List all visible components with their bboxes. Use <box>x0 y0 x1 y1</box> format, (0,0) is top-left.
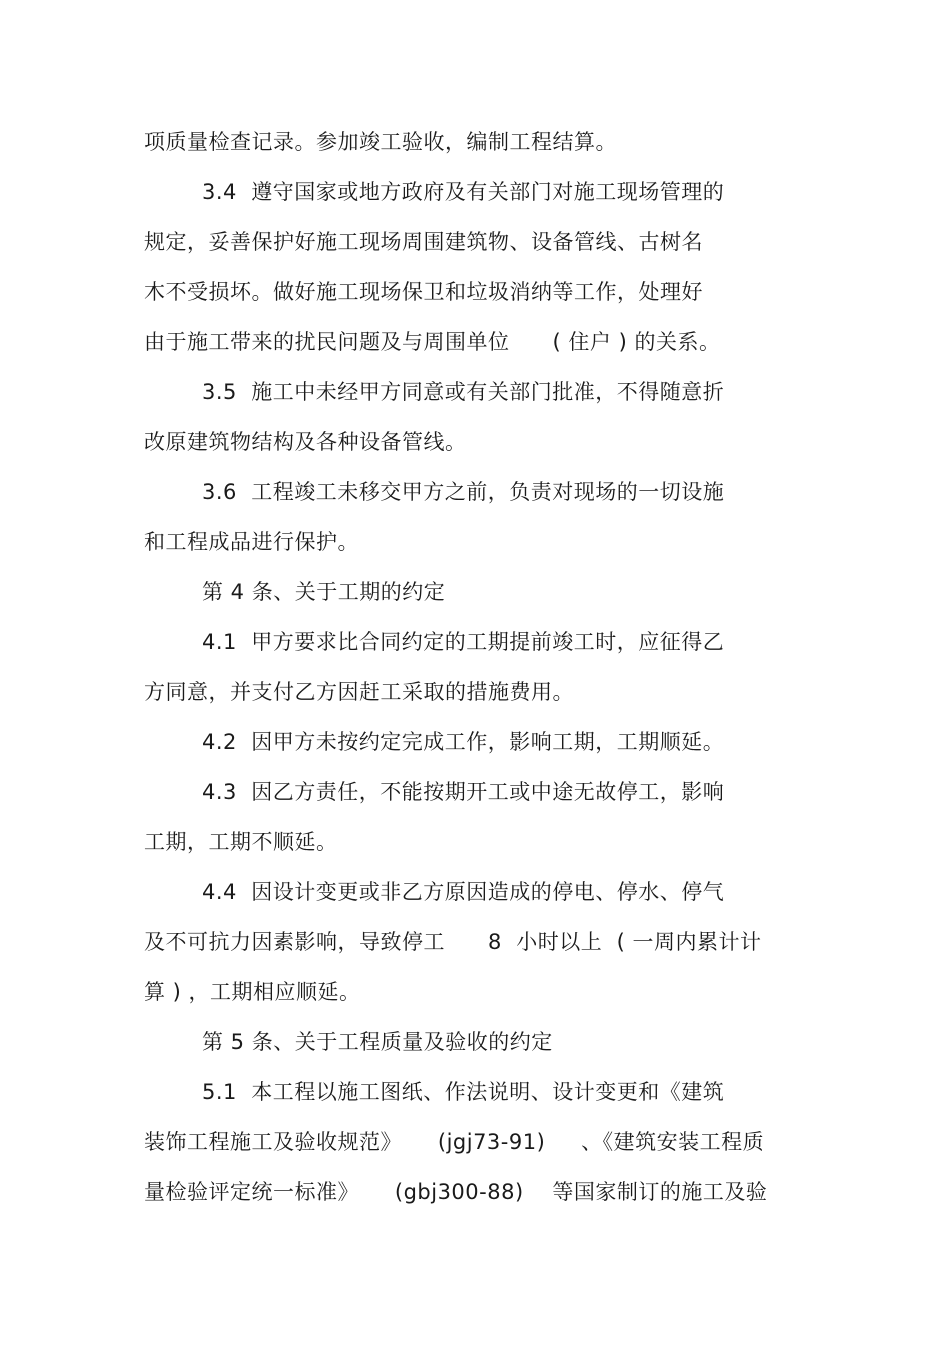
clause-4-1: 4.1 甲方要求比合同约定的工期提前竣工时，应征得乙 <box>202 630 725 654</box>
text-line: 规定，妥善保护好施工现场周围建筑物、设备管线、古树名 <box>144 230 703 254</box>
clause-4-2: 4.2 因甲方未按约定完成工作，影响工期，工期顺延。 <box>202 730 725 754</box>
text-line: 由于施工带来的扰民问题及与周围单位 ( 住户 ) 的关系。 <box>144 330 721 354</box>
clause-4-4: 4.4 因设计变更或非乙方原因造成的停电、停水、停气 <box>202 880 725 904</box>
article-4-heading: 第 4 条、关于工期的约定 <box>202 580 446 604</box>
clause-4-3: 4.3 因乙方责任，不能按期开工或中途无故停工，影响 <box>202 780 725 804</box>
text-line: 算 ) ，工期相应顺延。 <box>144 980 361 1004</box>
text-line: 改原建筑物结构及各种设备管线。 <box>144 430 467 454</box>
text-line: 项质量检查记录。参加竣工验收，编制工程结算。 <box>144 130 617 154</box>
text-line: 方同意，并支付乙方因赶工采取的措施费用。 <box>144 680 574 704</box>
text-line: 装饰工程施工及验收规范》 (jgj73-91) 、《建筑安装工程质 <box>144 1130 765 1154</box>
text-line: 量检验评定统一标准》 (gbj300-88) 等国家制订的施工及验 <box>144 1180 768 1204</box>
text-line: 工期，工期不顺延。 <box>144 830 338 854</box>
article-5-heading: 第 5 条、关于工程质量及验收的约定 <box>202 1030 553 1054</box>
text-line: 和工程成品进行保护。 <box>144 530 359 554</box>
clause-3-5: 3.5 施工中未经甲方同意或有关部门批准，不得随意折 <box>202 380 725 404</box>
clause-3-6: 3.6 工程竣工未移交甲方之前，负责对现场的一切设施 <box>202 480 725 504</box>
clause-3-4: 3.4 遵守国家或地方政府及有关部门对施工现场管理的 <box>202 180 725 204</box>
text-line: 及不可抗力因素影响，导致停工 8 小时以上 ( 一周内累计计 <box>144 930 762 954</box>
clause-5-1: 5.1 本工程以施工图纸、作法说明、设计变更和《建筑 <box>202 1080 725 1104</box>
text-line: 木不受损坏。做好施工现场保卫和垃圾消纳等工作，处理好 <box>144 280 703 304</box>
